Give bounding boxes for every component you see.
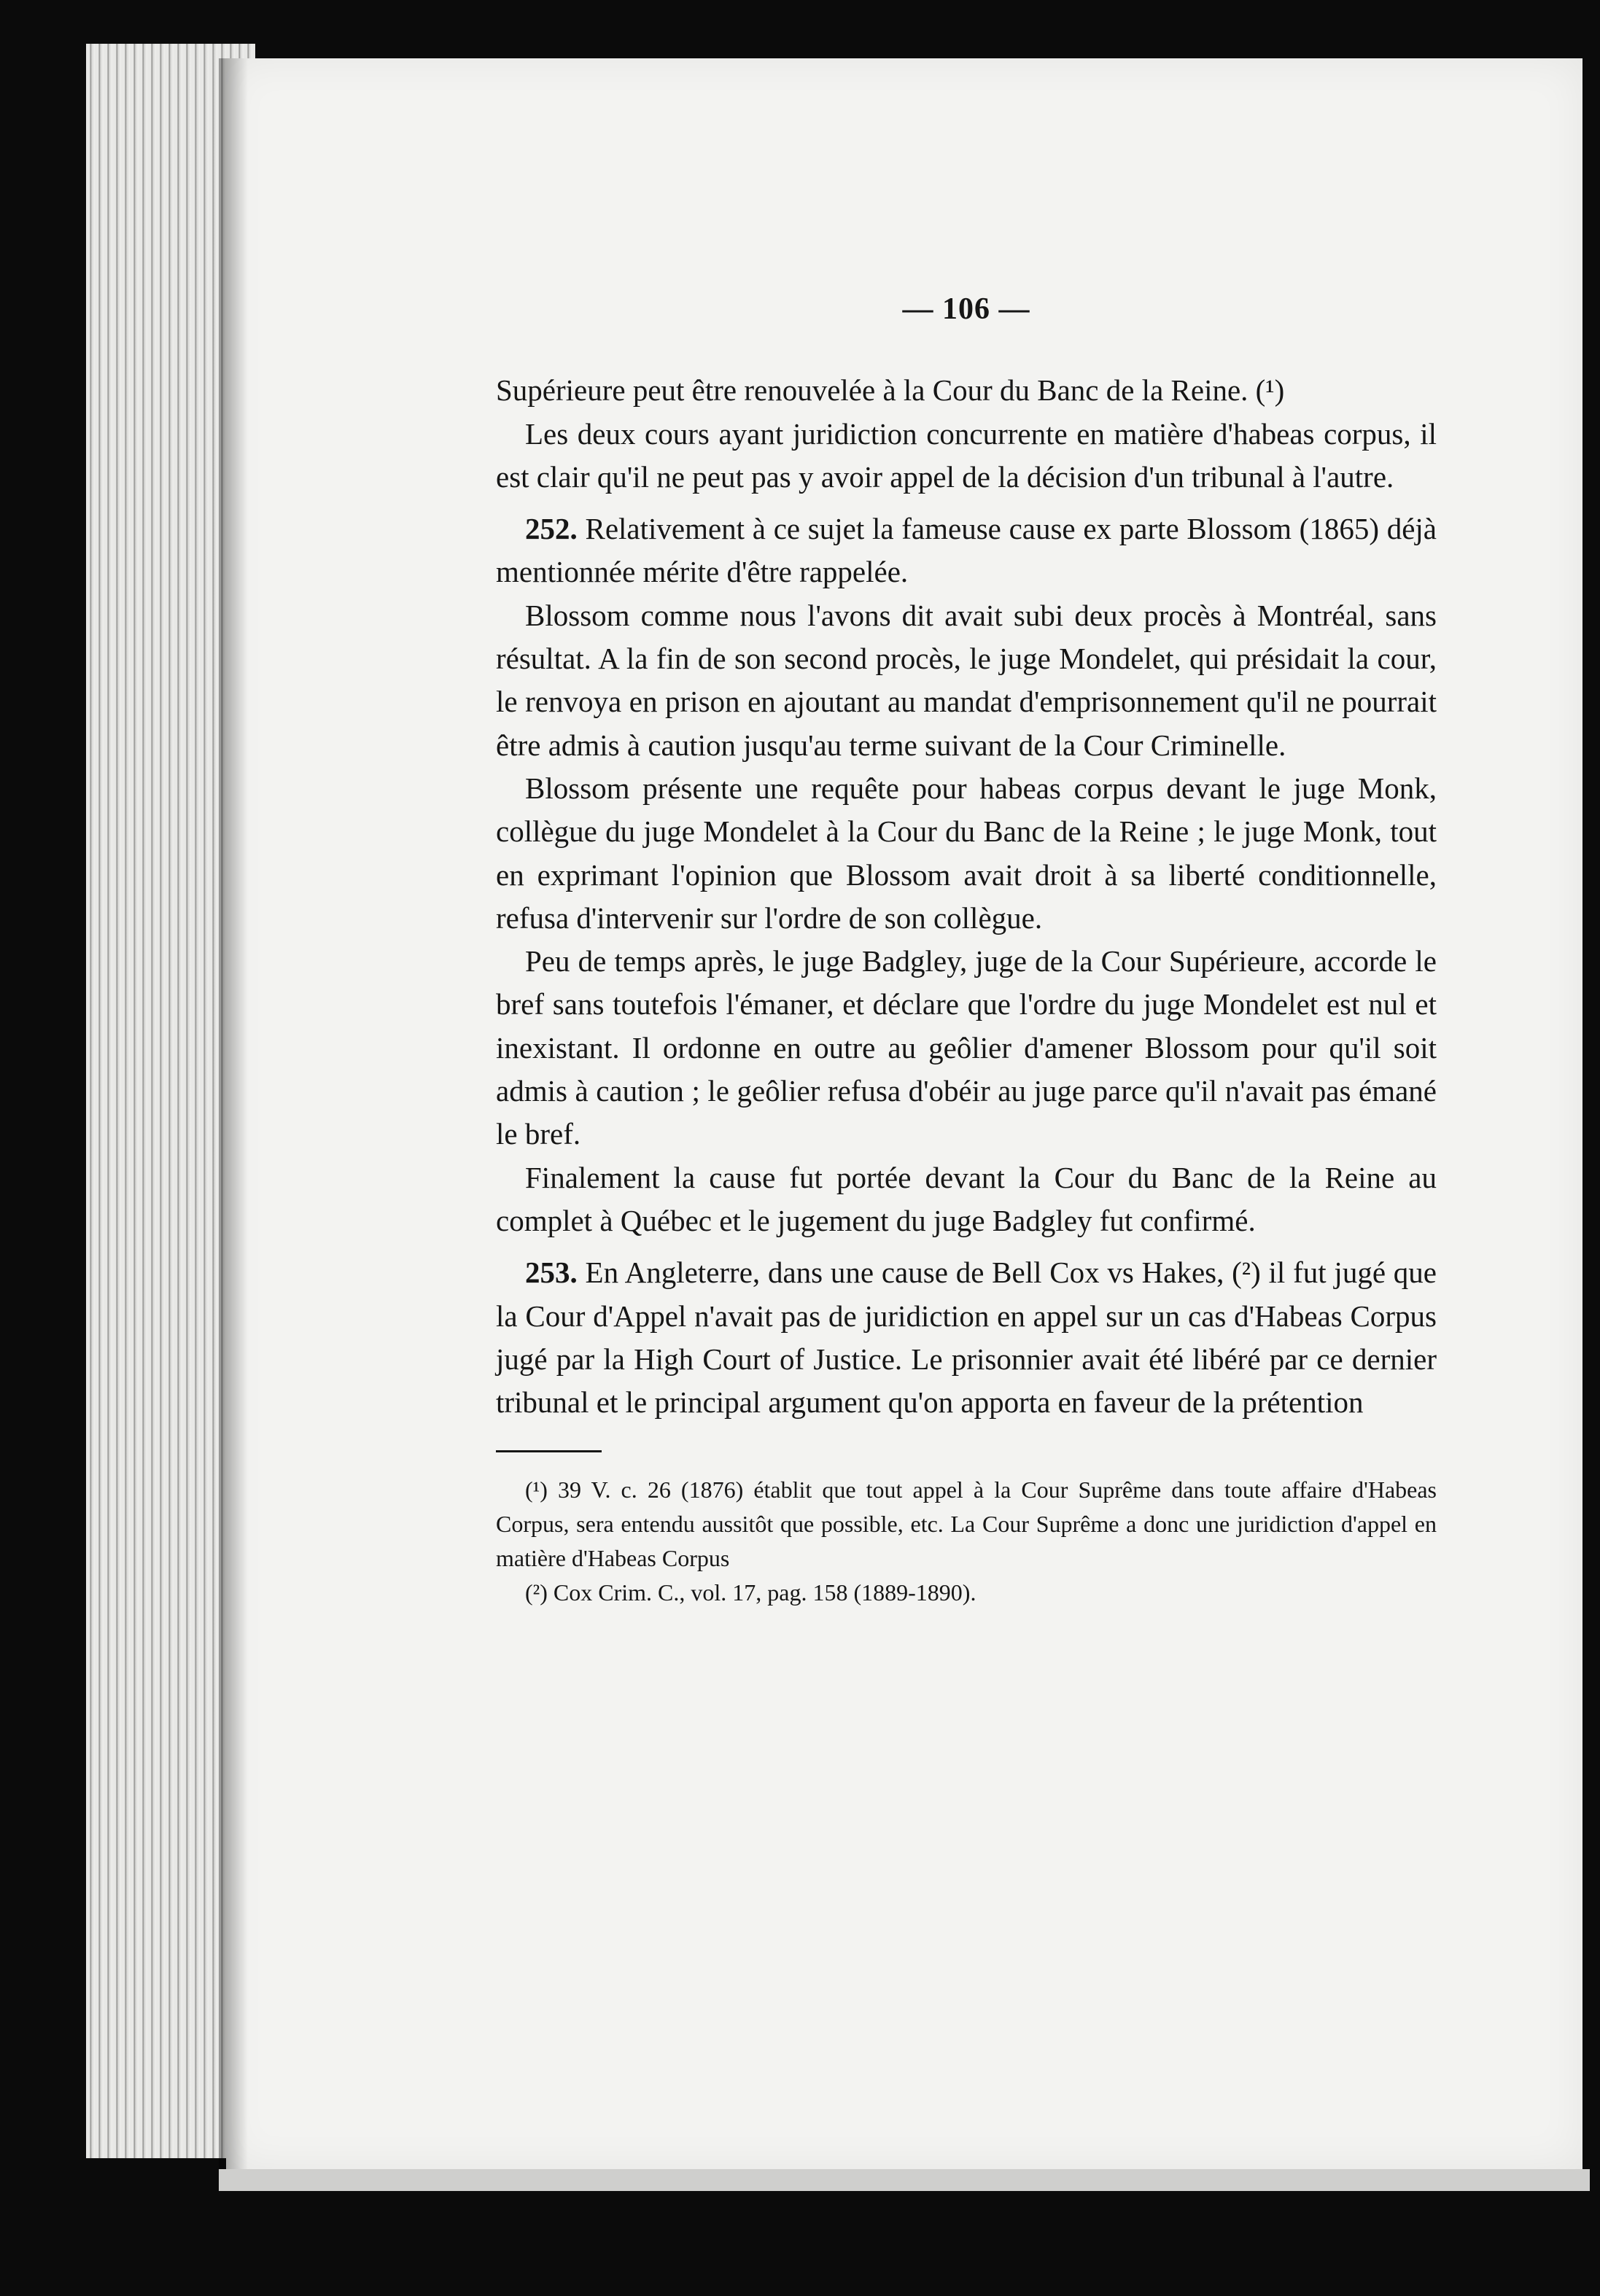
spine-shadow bbox=[219, 58, 248, 2169]
paragraph-text: Relativement à ce sujet la fameuse cause ex parte Blossom (1865) déjà mentionnée mérite d'être rappelée. bbox=[496, 512, 1437, 589]
page-number: — 106 — bbox=[902, 292, 1030, 326]
footnote: (¹) 39 V. c. 26 (1876) établit que tout appel à la Cour Suprême dans toute affaire d'Habeas Corpus, sera entendu aussitôt que possible, etc. La Cour Suprême a donc une juridiction d'appel en matière d'Habeas Corpus bbox=[496, 1476, 1437, 1571]
paragraph: Blossom présente une requête pour habeas corpus devant le juge Monk, collègue du juge Mondelet à la Cour du Banc de la Reine ; le juge Monk, tout en exprimant l'opinion que Blossom avait droit à sa liberté conditionnelle, refusa d'intervenir sur l'ordre de son collègue. bbox=[496, 771, 1437, 935]
page-bottom-edge bbox=[219, 2169, 1590, 2191]
paragraph: Blossom comme nous l'avons dit avait subi deux procès à Montréal, sans résultat. A la fin de son second procès, le juge Mondelet, qui présidait la cour, le renvoya en prison en ajoutant au mandat d'emprisonnement qu'il ne pourrait être admis à caution jusqu'au terme suivant de la Cour Criminelle. bbox=[496, 598, 1437, 762]
footnote-rule bbox=[496, 1450, 602, 1452]
numbered-paragraph bbox=[496, 507, 1437, 594]
paragraph: Peu de temps après, le juge Badgley, juge de la Cour Supérieure, accorde le bref sans toutefois l'émaner, et déclare que l'ordre du juge Mondelet est nul et inexistant. Il ordonne en outre au geôlier d'amener Blossom pour qu'il soit admis à caution ; le geôlier refusa d'obéir au juge parce qu'il n'avait pas émané le bref. bbox=[496, 944, 1437, 1151]
footnote: (²) Cox Crim. C., vol. 17, pag. 158 (1889-1890). bbox=[525, 1579, 976, 1606]
paragraph-number: 252. bbox=[525, 512, 578, 546]
paragraph-text: En Angleterre, dans une cause de Bell Cox vs Hakes, (²) il fut jugé que la Cour d'Appel n'avait pas de juridiction en appel sur un cas d'Habeas Corpus jugé par la High Court of Justice. Le prisonnier avait été libéré par ce dernier tribunal et le principal argument qu'on apporta en faveur de la prétention bbox=[496, 1256, 1437, 1420]
numbered-paragraph bbox=[496, 1251, 1437, 1424]
paragraph: Finalement la cause fut portée devant la Cour du Banc de la Reine au complet à Québec et le jugement du juge Badgley fut confirmé. bbox=[496, 1160, 1437, 1237]
footnotes bbox=[496, 1473, 1437, 1609]
page-text bbox=[496, 288, 1437, 1609]
paragraph: Les deux cours ayant juridiction concurrente en matière d'habeas corpus, il est clair qu'il ne peut pas y avoir appel de la décision d'un tribunal à l'autre. bbox=[496, 416, 1437, 494]
paragraph-number: 253. bbox=[525, 1256, 578, 1290]
paragraph: Supérieure peut être renouvelée à la Cour du Banc de la Reine. (¹) bbox=[496, 373, 1285, 408]
